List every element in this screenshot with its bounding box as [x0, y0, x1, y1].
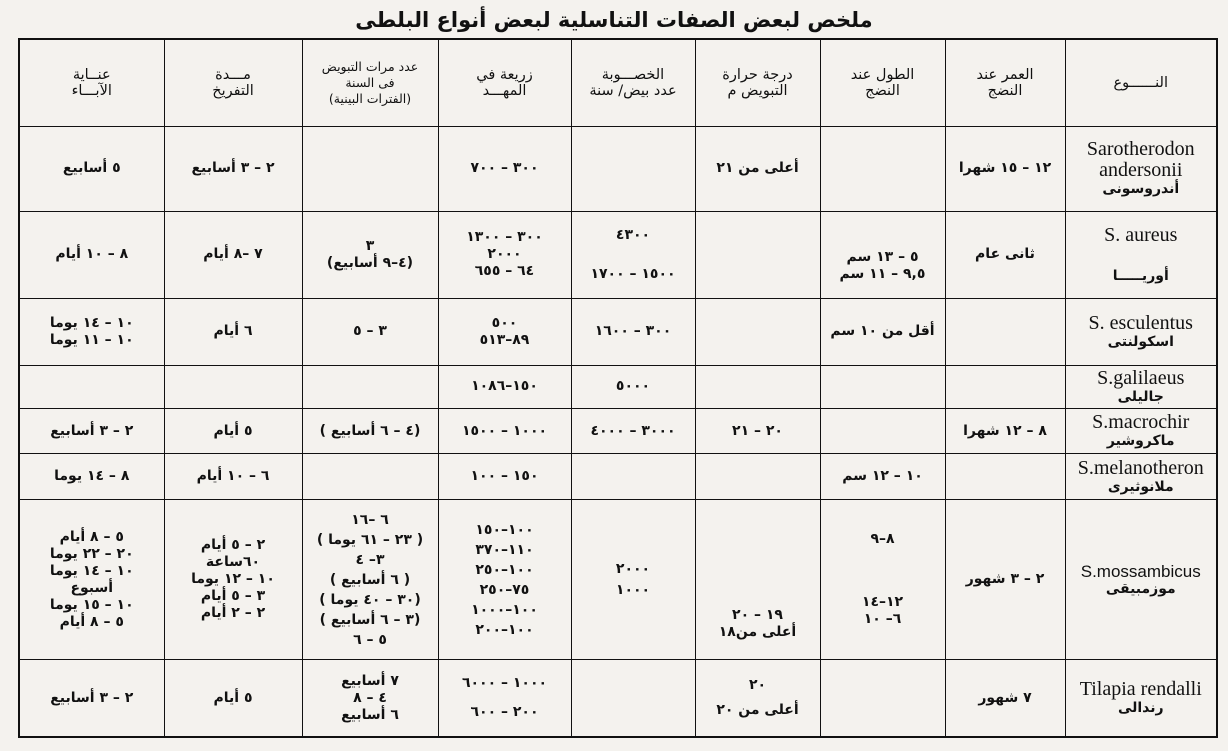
table-row: [19, 211, 1217, 298]
spawns-cell: (٤ – ٦ أسابيع ): [302, 409, 438, 454]
age-cell: ١٢ – ١٥ شهرا: [945, 126, 1065, 211]
table-row: [19, 126, 1217, 211]
fecundity-cell: [571, 453, 695, 500]
temp-cell: ٢٠ أعلى من ٢٠: [695, 660, 820, 737]
length-cell: [820, 365, 945, 409]
incubation-cell: ٥ أيام: [164, 660, 302, 737]
temp-cell: [695, 298, 820, 365]
fecundity-cell: ٢٠٠٠ ١٠٠٠: [571, 500, 695, 660]
fry-cell: ١٥٠–١٠٨٦: [438, 365, 571, 409]
care-cell: ٢ – ٣ أسابيع: [19, 409, 164, 454]
fecundity-cell: [571, 660, 695, 737]
length-cell: [820, 409, 945, 454]
length-cell: [820, 660, 945, 737]
temp-cell: [695, 453, 820, 500]
temp-cell: أعلى من ٢١: [695, 126, 820, 211]
length-cell: [820, 126, 945, 211]
spawns-cell: ٣ (٤–٩ أسابيع): [302, 211, 438, 298]
care-cell: ٨ – ١٠ أيام: [19, 211, 164, 298]
incubation-cell: ٥ أيام: [164, 409, 302, 454]
species-cell: S. aureus أوريـــــا: [1065, 211, 1217, 298]
header-row: [19, 39, 1217, 126]
incubation-cell: ٢ – ٣ أسابيع: [164, 126, 302, 211]
species-cell: Tilapia rendalli رندالى: [1065, 660, 1217, 737]
incubation-cell: ٦ أيام: [164, 298, 302, 365]
header-care: عنــاية الآبـــاء: [19, 39, 164, 126]
species-cell: Sarotherodon andersonii أندروسونى: [1065, 126, 1217, 211]
fecundity-cell: [571, 126, 695, 211]
table-row: [19, 453, 1217, 500]
care-cell: [19, 365, 164, 409]
table-row: [19, 298, 1217, 365]
header-species: النــــــوع: [1065, 39, 1217, 126]
header-length: الطول عند النضج: [820, 39, 945, 126]
age-cell: ثانى عام: [945, 211, 1065, 298]
fry-cell: ٣٠٠ – ١٣٠٠ ٢٠٠٠ ٦٤ – ٦٥٥: [438, 211, 571, 298]
age-cell: [945, 453, 1065, 500]
header-spawns: عدد مرات التبويض فى السنة (الفترات البينية): [302, 39, 438, 126]
fry-cell: ٥٠٠ ٨٩–٥١٣: [438, 298, 571, 365]
care-cell: ٥ أسابيع: [19, 126, 164, 211]
header-fry: زريعة في المهـــد: [438, 39, 571, 126]
header-fecundity: الخصـــوبة عدد بيض/ سنة: [571, 39, 695, 126]
temp-cell: [695, 211, 820, 298]
table-row: [19, 660, 1217, 737]
age-cell: [945, 298, 1065, 365]
length-cell: أقل من ١٠ سم: [820, 298, 945, 365]
species-cell: S.melanotheron ملانوثيرى: [1065, 453, 1217, 500]
species-cell: S.mossambicus موزمبيقى: [1065, 500, 1217, 660]
table-row: [19, 365, 1217, 409]
care-cell: ٥ – ٨ أيام ٢٠ – ٢٢ يوما ١٠ – ١٤ يوما أسبوع ١٠ – ١٥ يوما ٥ – ٨ أيام: [19, 500, 164, 660]
table-row: [19, 409, 1217, 454]
spawns-cell: ٦ –١٦ ( ٢٣ – ٦١ يوما ) ٣– ٤ ( ٦ أسابيع ) (٣٠ – ٤٠ يوما ) (٣ – ٦ أسابيع ) ٥ – ٦: [302, 500, 438, 660]
temp-cell: ١٩ – ٢٠ أعلى من١٨: [695, 500, 820, 660]
fry-cell: ١٥٠ – ١٠٠: [438, 453, 571, 500]
table-row: [19, 500, 1217, 660]
care-cell: ١٠ – ١٤ يوما ١٠ – ١١ يوما: [19, 298, 164, 365]
temp-cell: ٢٠ – ٢١: [695, 409, 820, 454]
fecundity-cell: ٥٠٠٠: [571, 365, 695, 409]
fry-cell: ١٠٠٠ – ١٥٠٠: [438, 409, 571, 454]
age-cell: ٨ – ١٢ شهرا: [945, 409, 1065, 454]
length-cell: ١٠ – ١٢ سم: [820, 453, 945, 500]
length-cell: ٥ – ١٣ سم ٩,٥ – ١١ سم: [820, 211, 945, 298]
spawns-cell: [302, 126, 438, 211]
fecundity-cell: ٣٠٠ – ١٦٠٠: [571, 298, 695, 365]
length-cell: ٨–٩ ١٢–١٤ ٦– ١٠: [820, 500, 945, 660]
incubation-cell: ٦ – ١٠ أيام: [164, 453, 302, 500]
species-cell: S. esculentus اسكولنتى: [1065, 298, 1217, 365]
header-age: العمر عند النضج: [945, 39, 1065, 126]
species-cell: S.galilaeus جاليلى: [1065, 365, 1217, 409]
fry-cell: ١٠٠٠ – ٦٠٠٠ ٢٠٠ – ٦٠٠: [438, 660, 571, 737]
spawns-cell: ٧ أسابيع ٤ – ٨ ٦ أسابيع: [302, 660, 438, 737]
header-temp: درجة حرارة التبويض م: [695, 39, 820, 126]
care-cell: ٢ – ٣ أسابيع: [19, 660, 164, 737]
species-cell: S.macrochir ماكروشير: [1065, 409, 1217, 454]
care-cell: ٨ – ١٤ يوما: [19, 453, 164, 500]
temp-cell: [695, 365, 820, 409]
incubation-cell: ٧ –٨ أيام: [164, 211, 302, 298]
fry-cell: ١٠٠–١٥٠ ١١٠–٣٧٠ ١٠٠–٢٥٠ ٧٥–٢٥٠ ١٠٠–١٠٠٠ ١٠٠–٢٠٠: [438, 500, 571, 660]
spawns-cell: [302, 453, 438, 500]
spawns-cell: ٣ – ٥: [302, 298, 438, 365]
fecundity-cell: ٤٣٠٠ ١٥٠٠ – ١٧٠٠: [571, 211, 695, 298]
spawns-cell: [302, 365, 438, 409]
page-title: ملخص لبعض الصفات التناسلية لبعض أنواع البلطى: [355, 8, 873, 32]
fry-cell: ٣٠٠ – ٧٠٠: [438, 126, 571, 211]
reproduction-table: [18, 38, 1218, 738]
incubation-cell: ٢ – ٥ أيام ٦٠ساعة ١٠ – ١٢ يوما ٣ – ٥ أيام ٢ – ٢ أيام: [164, 500, 302, 660]
fecundity-cell: ٣٠٠٠ – ٤٠٠٠: [571, 409, 695, 454]
incubation-cell: [164, 365, 302, 409]
age-cell: [945, 365, 1065, 409]
header-incubation: مـــدة التفريخ: [164, 39, 302, 126]
age-cell: ٢ – ٣ شهور: [945, 500, 1065, 660]
age-cell: ٧ شهور: [945, 660, 1065, 737]
